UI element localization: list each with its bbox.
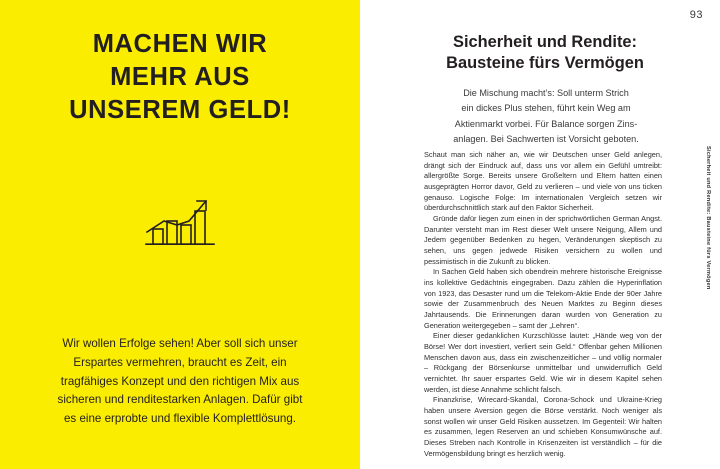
standfirst-line-3: Aktienmarkt vorbei. Für Balance sorgen Zins- <box>454 118 638 129</box>
headline-line-1: MACHEN WIR <box>92 30 268 58</box>
body-paragraph: Finanzkrise, Wirecard-Skandal, Corona-Schock und Ukraine-Krieg haben unsere Aversion gegen die Börse verstärkt. Noch weniger als sonst wollen wir unser Geld Risiken aussetzen. Im Gegenteil: Wir halten es zusammen, legen Reserven an und schieben Konsumwünsche auf. Dieses Streben nach Kontrolle in Krisenzeiten ist verständlich – für die Vermögensbildung bringt es herzlich wenig. <box>424 395 662 458</box>
headline-line-2: MEHR AUS <box>110 63 250 92</box>
body-paragraph: Einer dieser gedanklichen Kurzschlüsse lautet: „Hände weg von der Börse! Wer dort investiert, verliert sein Geld.“ Offenbar gehen Millionen Menschen davon aus, dass ein zwischenzeitlicher – und völlig normaler – Rückgang der Börsenkurse unmittelbar und unwiderruflich Geld vernichtet. Ihr sauer erspartes Geld. Wie wir in diesem Kapitel sehen werden, ist diese Annahme schlicht falsch. <box>424 331 662 394</box>
body-paragraph: Gründe dafür liegen zum einen in der sprichwörtlichen German Angst. Darunter versteht man im Rest dieser Welt unsere Neigung, Allem und Jedem gegenüber Bedenken zu hegen, Veränderungen skeptisch zu sehen, uns gegen jedwede Risiken versichern zu wollen und pessimistisch in die Zukunft zu blicken. <box>424 214 662 266</box>
chapter-title <box>415 32 675 73</box>
headline-line-3: UNSEREM GELD! <box>69 96 291 125</box>
chapter-title-line-1: Sicherheit und Rendite: <box>453 33 637 51</box>
page-title <box>26 28 334 127</box>
running-head <box>700 146 714 346</box>
standfirst-line-2: ein dickes Plus stehen, führt kein Weg am <box>461 103 631 114</box>
body-copy <box>424 150 662 459</box>
lead-paragraph: Wir wollen Erfolge sehen! Aber soll sich unser Erspartes vermehren, braucht es Zeit, ein tragfähiges Konzept und den richtigen Mix aus sicheren und renditestarken Anlagen. Dafür gibt es eine erprobte und flexible Komplettlösung. <box>57 337 303 426</box>
standfirst-line-1: Die Mischung macht’s: Soll unterm Strich <box>463 88 629 98</box>
running-head-label: Sicherheit und Rendite: Bausteine fürs Vermögen <box>705 146 711 290</box>
bar-chart-growth-icon <box>144 196 216 248</box>
right-white-page <box>360 0 720 469</box>
chapter-title-line-2: Bausteine fürs Vermögen <box>446 53 644 72</box>
standfirst <box>430 86 662 148</box>
standfirst-line-4: anlagen. Bei Sachwerten ist Vorsicht geboten. <box>453 134 639 145</box>
body-paragraph: Schaut man sich näher an, wie wir Deutschen unser Geld anlegen, drängt sich der Eindruck auf, dass uns vor allem ein Gefühl umtreibt: allergrößte Sorge. Bereits unsere Großeltern und Eltern hatten einen ausgeprägten Horror davor, Geld zu verlieren – und viele von uns ticken genauso. Logische Folge: Im internationalen Vergleich setzen wir überdurchschnittlich stark auf den Faktor Sicherheit. <box>424 150 662 213</box>
page-number: 93 <box>689 9 703 21</box>
body-paragraph: In Sachen Geld haben sich obendrein mehrere historische Ereignisse ins kollektive Gedächtnis eingegraben. Dazu zählen die Hyperinflation von 1923, das Desaster rund um die Telekom-Aktie Ende der 90er Jahre sowie der Zusammenbruch des Neuen Marktes zu Beginn dieses Jahrtausends. Die Erinnerungen daran wurden von Generation zu Generation weitergegeben – samt der „Lehren“. <box>424 267 662 330</box>
